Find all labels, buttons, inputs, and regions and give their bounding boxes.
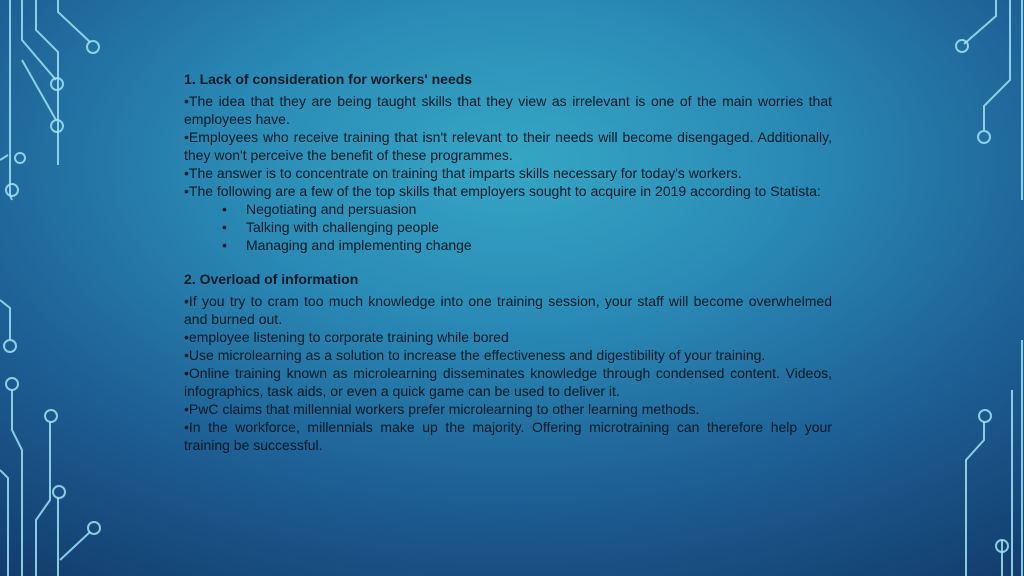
section-1-paragraph: •Employees who receive training that isn't relevant to their needs will become disengaged. Additionally, they won't perceive the benefit of these programmes. (184, 129, 832, 163)
section-1-paragraph: •The following are a few of the top skills that employers sought to acquire in 2019 according to Statista: (184, 183, 821, 199)
section-1-heading: 1. Lack of consideration for workers' needs (184, 71, 473, 87)
section-2-paragraph: •In the workforce, millennials make up the majority. Offering microtraining can therefore help your training be successful. (184, 419, 832, 453)
bullet-marker: • (222, 201, 227, 217)
bullet-marker: • (222, 237, 227, 253)
section-2-paragraph: •If you try to cram too much knowledge into one training session, your staff will become overwhelmed and burned out. (184, 293, 832, 327)
section-2-paragraph: •Online training known as microlearning disseminates knowledge through condensed content. Videos, infographics, task aids, or even a quick game can be used to deliver it. (184, 365, 832, 399)
skill-label: Managing and implementing change (246, 237, 472, 253)
section-2-paragraph: •Use microlearning as a solution to increase the effectiveness and digestibility of your training. (184, 347, 766, 363)
section-1-paragraph: •The idea that they are being taught skills that they view as irrelevant is one of the main worries that employees have. (184, 93, 832, 127)
skill-item (184, 200, 832, 218)
section-2-paragraph: •employee listening to corporate training while bored (184, 329, 509, 345)
section-1-paragraph: •The answer is to concentrate on training that imparts skills necessary for today's workers. (184, 165, 742, 181)
skill-item (184, 236, 832, 254)
skill-item (184, 218, 832, 236)
slide-content (184, 70, 832, 454)
bullet-marker: • (222, 219, 227, 235)
skill-label: Talking with challenging people (246, 219, 440, 235)
skills-list (184, 200, 832, 254)
skill-label: Negotiating and persuasion (246, 201, 417, 217)
section-2-heading: 2. Overload of information (184, 271, 359, 287)
section-2-paragraph: •PwC claims that millennial workers prefer microlearning to other learning methods. (184, 401, 700, 417)
